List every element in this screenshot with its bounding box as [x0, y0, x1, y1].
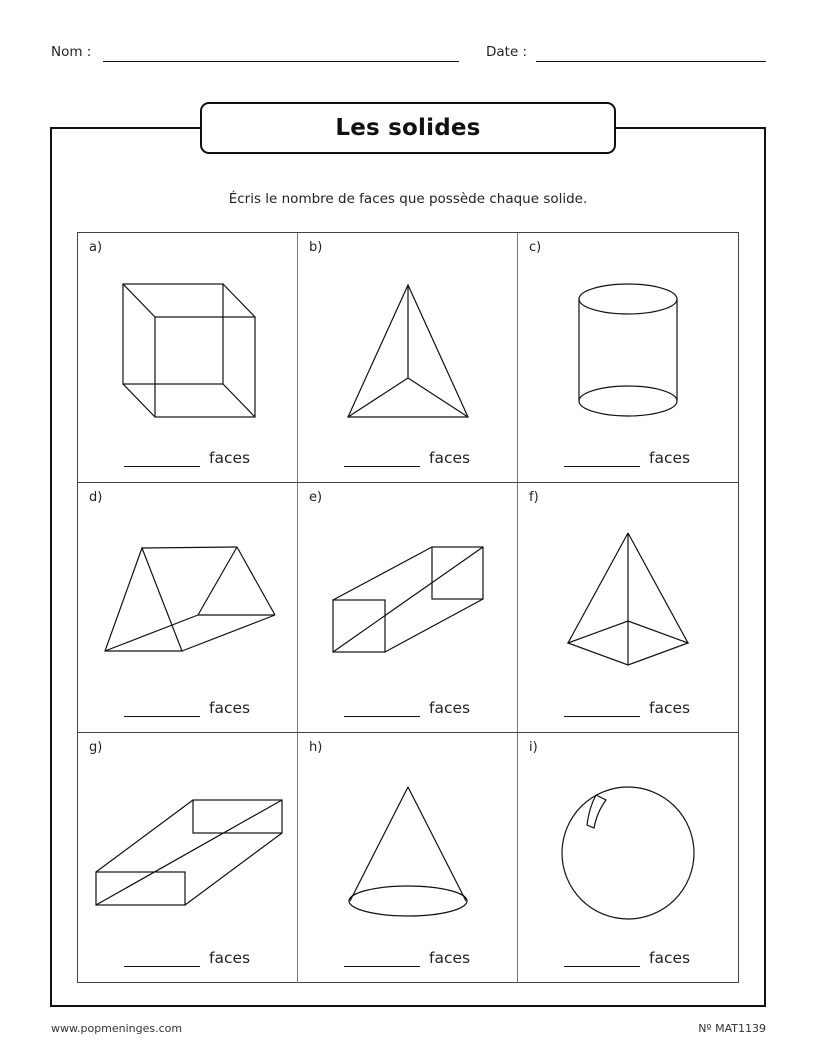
cell-c [518, 233, 738, 483]
triangular-pyramid-icon [298, 233, 518, 483]
faces-label: faces [429, 949, 471, 967]
page-title: Les solides [335, 115, 481, 141]
faces-label: faces [649, 949, 691, 967]
cylinder-icon [518, 233, 738, 483]
cell-h [298, 733, 518, 983]
answer-row [564, 449, 690, 467]
title-box [200, 102, 616, 154]
answer-row [344, 949, 470, 967]
answer-row [124, 699, 250, 717]
cell-letter: e) [309, 490, 323, 505]
cell-f [518, 483, 738, 733]
answer-row [124, 949, 250, 967]
cell-letter: a) [89, 240, 103, 255]
faces-label: faces [209, 449, 251, 467]
answer-row [344, 449, 470, 467]
answer-blank[interactable] [344, 701, 420, 717]
answer-row [344, 699, 470, 717]
cell-b [298, 233, 518, 483]
answer-blank[interactable] [124, 451, 200, 467]
worksheet-code: Nº MAT1139 [698, 1022, 766, 1035]
instruction-text: Écris le nombre de faces que possède chaque solide. [228, 191, 588, 207]
answer-blank[interactable] [564, 451, 640, 467]
triangular-prism-icon [78, 483, 298, 733]
flat-rectangular-prism-icon [78, 733, 298, 983]
faces-label: faces [429, 699, 471, 717]
answer-blank[interactable] [564, 951, 640, 967]
cell-letter: i) [529, 740, 538, 755]
cell-a [78, 233, 298, 483]
answer-blank[interactable] [344, 951, 420, 967]
faces-label: faces [649, 699, 691, 717]
rectangular-prism-icon [298, 483, 518, 733]
cell-e [298, 483, 518, 733]
solids-grid [77, 232, 739, 983]
cell-letter: c) [529, 240, 542, 255]
cell-i [518, 733, 738, 983]
name-label: Nom : [51, 44, 92, 60]
cell-g [78, 733, 298, 983]
answer-blank[interactable] [344, 451, 420, 467]
answer-row [564, 699, 690, 717]
faces-label: faces [209, 699, 251, 717]
date-label: Date : [486, 44, 528, 60]
cube-icon [78, 233, 298, 483]
answer-blank[interactable] [124, 951, 200, 967]
faces-label: faces [209, 949, 251, 967]
website-link[interactable]: www.popmeninges.com [51, 1022, 183, 1035]
cell-letter: b) [309, 240, 323, 255]
cell-letter: d) [89, 490, 103, 505]
sphere-icon [518, 733, 738, 983]
faces-label: faces [429, 449, 471, 467]
answer-row [564, 949, 690, 967]
cell-letter: f) [529, 490, 539, 505]
answer-blank[interactable] [564, 701, 640, 717]
cell-letter: g) [89, 740, 103, 755]
date-field[interactable] [536, 61, 766, 62]
faces-label: faces [649, 449, 691, 467]
name-field[interactable] [103, 61, 459, 62]
cone-icon [298, 733, 518, 983]
cell-d [78, 483, 298, 733]
answer-blank[interactable] [124, 701, 200, 717]
square-pyramid-icon [518, 483, 738, 733]
cell-letter: h) [309, 740, 323, 755]
answer-row [124, 449, 250, 467]
